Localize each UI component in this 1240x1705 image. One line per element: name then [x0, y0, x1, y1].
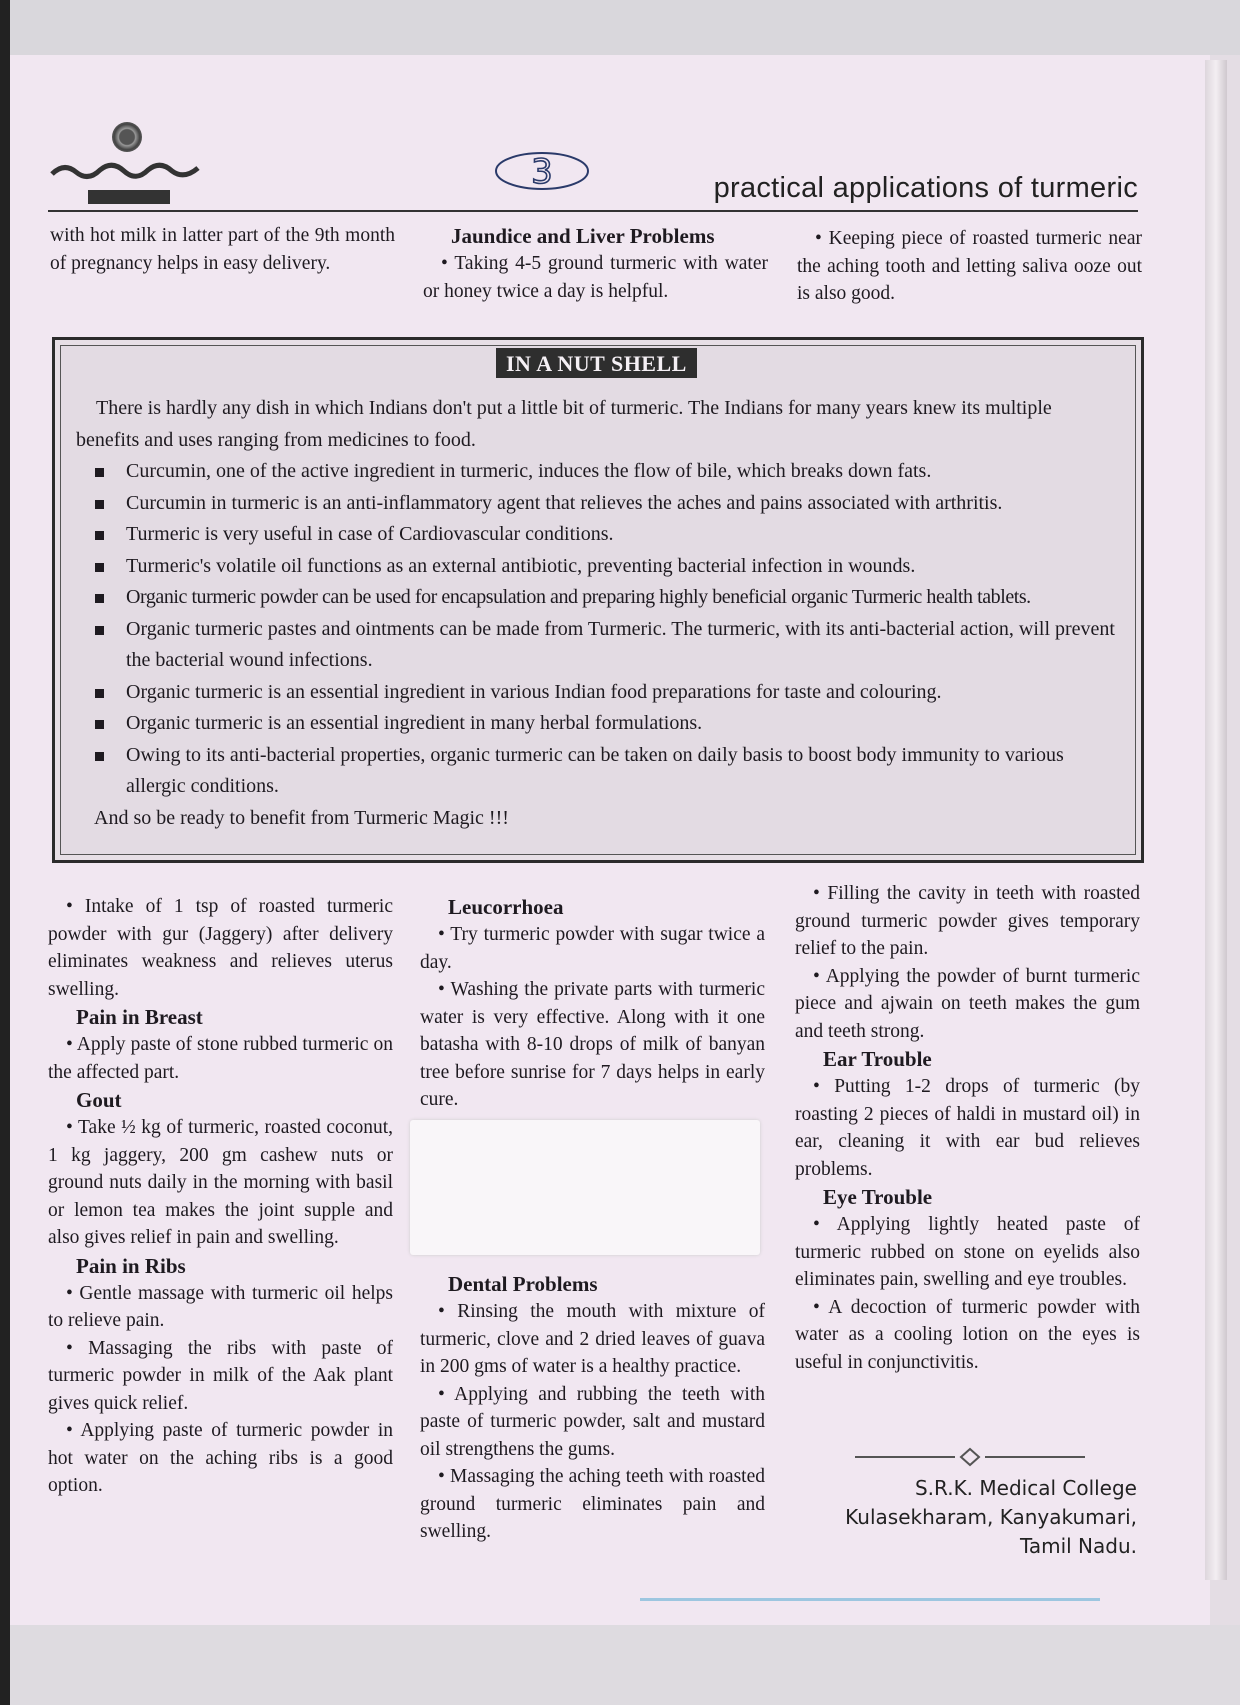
bullet-square-icon [95, 531, 104, 540]
column-middle [420, 893, 765, 1114]
breast-text: • Apply paste of stone rubbed turmeric on the affected part. [48, 1034, 393, 1083]
nutshell-list [76, 456, 1116, 803]
delivery-text: • Intake of 1 tsp of roasted turmeric powder with gur (Jaggery) after delivery eliminates weakness and relieves uterus swelling. [48, 896, 393, 1000]
bullet-square-icon [95, 500, 104, 509]
header-divider [48, 210, 1138, 212]
top-right-column [797, 225, 1142, 308]
bullet-square-icon [95, 626, 104, 635]
ajwain-text: • Applying the powder of burnt turmeric piece and ajwain on teeth makes the gum and teeth strong. [795, 965, 1140, 1042]
eye-heading: Eye Trouble [823, 1185, 933, 1209]
scan-dark-edge [0, 0, 10, 1705]
list-item: Owing to its anti-bacterial properties, organic turmeric can be taken on daily basis to boost body immunity to various allergic conditions. [76, 740, 1116, 803]
column-right [795, 880, 1140, 1376]
bullet-square-icon [95, 689, 104, 698]
wave-logo-icon [50, 158, 200, 186]
author-credit [845, 1474, 1137, 1561]
gout-heading: Gout [76, 1088, 122, 1112]
scan-background-top [0, 0, 1240, 55]
ribs-text-3: • Applying paste of turmeric powder in hot water on the aching ribs is a good option. [48, 1420, 393, 1496]
page-stack-edge [1205, 60, 1227, 1580]
list-item: Organic turmeric is an essential ingredient in many herbal formulations. [76, 708, 1116, 740]
breast-heading: Pain in Breast [76, 1005, 203, 1029]
bullet-square-icon [95, 468, 104, 477]
credit-location: Kulasekharam, Kanyakumari, [845, 1505, 1137, 1529]
leucorrhoea-text-1: • Try turmeric powder with sugar twice a day. [420, 924, 765, 973]
list-item: Organic turmeric pastes and ointments can be made from Turmeric. The turmeric, with its anti-bacterial action, will prevent the bacterial wound infections. [76, 614, 1116, 677]
top-right-text: • Keeping piece of roasted turmeric near the aching tooth and letting saliva ooze out is also good. [797, 228, 1142, 304]
column-left [48, 893, 393, 1500]
eye-text-1: • Applying lightly heated paste of turmeric rubbed on stone on eyelids also eliminates pain, swelling and eye troubles. [795, 1214, 1140, 1290]
page-number-circle [492, 145, 592, 195]
top-middle-column [423, 222, 768, 305]
bullet-square-icon [95, 594, 104, 603]
ribs-text-2: • Massaging the ribs with paste of turmeric powder in milk of the Aak plant gives quick relief. [48, 1337, 393, 1414]
ribs-text-1: • Gentle massage with turmeric oil helps to relieve pain. [48, 1282, 393, 1331]
page-number: 3 [531, 152, 553, 192]
ribs-heading: Pain in Ribs [76, 1253, 186, 1278]
dental-text-2: • Applying and rubbing the teeth with paste of turmeric powder, salt and mustard oil strengthens the gums. [420, 1383, 765, 1460]
paper-sticker-patch [410, 1120, 760, 1255]
nutshell-intro: There is hardly any dish in which Indians don't put a little bit of turmeric. The Indians for many years knew its multiple benefits and uses ranging from medicines to food. [76, 397, 1052, 451]
list-item: Organic turmeric powder can be used for encapsulation and preparing highly beneficial organic Turmeric health tablets. [76, 582, 1116, 614]
dental-text-3: • Massaging the aching teeth with roasted ground turmeric eliminates pain and swelling. [420, 1466, 765, 1542]
section-title: practical applications of turmeric [713, 172, 1138, 204]
list-item: Turmeric's volatile oil functions as an external antibiotic, preventing bacterial infection in wounds. [76, 551, 1116, 583]
bullet-square-icon [95, 563, 104, 572]
top-left-text: with hot milk in latter part of the 9th month of pregnancy helps in easy delivery. [50, 225, 395, 274]
scan-background-bottom [10, 1625, 1240, 1705]
nutshell-outro: And so be ready to benefit from Turmeric Magic !!! [94, 806, 509, 829]
leucorrhoea-heading: Leucorrhoea [448, 895, 564, 919]
blue-pen-mark [640, 1598, 1100, 1601]
leucorrhoea-text-2: • Washing the private parts with turmeric water is very effective. Along with it one batasha with 8-10 drops of milk of banyan tree before sunrise for 7 days helps in early cure. [420, 979, 765, 1110]
bullet-square-icon [95, 720, 104, 729]
list-item: Curcumin in turmeric is an anti-inflammatory agent that relieves the aches and pains associated with arthritis. [76, 488, 1116, 520]
nutshell-title: IN A NUT SHELL [496, 348, 697, 378]
dental-text-1: • Rinsing the mouth with mixture of turmeric, clove and 2 dried leaves of guava in 200 gms of water is a healthy practice. [420, 1301, 765, 1377]
top-left-column [50, 222, 395, 277]
logo-bar-icon [88, 190, 170, 204]
dental-heading: Dental Problems [448, 1272, 598, 1296]
cavity-text: • Filling the cavity in teeth with roasted ground turmeric powder gives temporary relief to the pain. [795, 883, 1140, 959]
list-item: Organic turmeric is an essential ingredient in various Indian food preparations for taste and colouring. [76, 677, 1116, 709]
nutshell-content [76, 393, 1116, 834]
ear-text: • Putting 1-2 drops of turmeric (by roasting 2 pieces of haldi in mustard oil) in ear, cleaning it with ear bud relieves problems. [795, 1076, 1140, 1180]
gout-text: • Take ½ kg of turmeric, roasted coconut, 1 kg jaggery, 200 gm cashew nuts or ground nuts daily in the morning with basil or lemon tea makes the joint supple and also gives relief in pain and swelling. [48, 1117, 393, 1248]
list-item: Curcumin, one of the active ingredient in turmeric, induces the flow of bile, which breaks down fats. [76, 456, 1116, 488]
eye-text-2: • A decoction of turmeric powder with water as a cooling lotion on the eyes is useful in conjunctivitis. [795, 1296, 1140, 1373]
jaundice-heading: Jaundice and Liver Problems [451, 224, 715, 248]
jaundice-text: • Taking 4-5 ground turmeric with water or honey twice a day is helpful. [423, 253, 768, 302]
list-item: Turmeric is very useful in case of Cardiovascular conditions. [76, 519, 1116, 551]
bullet-square-icon [95, 752, 104, 761]
credit-college: S.R.K. Medical College [914, 1476, 1137, 1500]
ear-heading: Ear Trouble [823, 1047, 932, 1071]
column-middle-lower [420, 1270, 765, 1546]
divider-ornament-icon [855, 1447, 1085, 1467]
sun-logo-icon [112, 122, 142, 152]
credit-state: Tamil Nadu. [1019, 1534, 1137, 1558]
